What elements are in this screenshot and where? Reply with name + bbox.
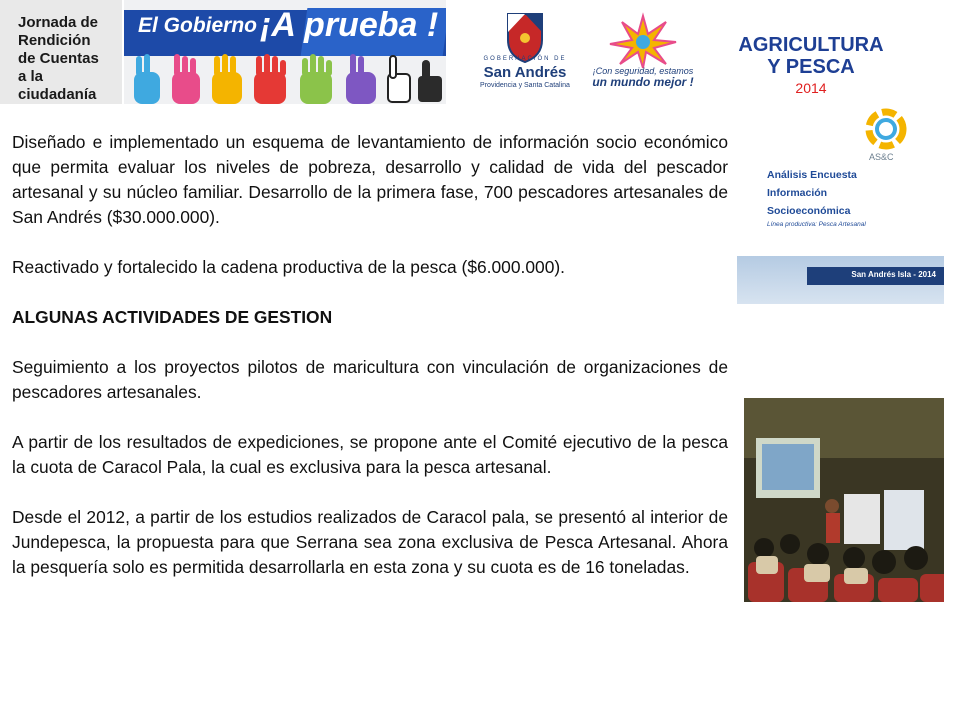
section-heading: ALGUNAS ACTIVIDADES DE GESTION <box>12 307 333 327</box>
hand-icon <box>212 54 242 104</box>
report-footer-bar <box>807 267 944 285</box>
section-title-line: AGRICULTURA <box>738 34 884 56</box>
event-title-line: Jornada de <box>18 14 99 31</box>
asc-logo-text: AS&C <box>869 152 894 162</box>
banner-slogan: ¡A prueba ! <box>260 6 439 44</box>
audience-photo-illustration <box>744 398 944 602</box>
hand-icon <box>134 54 160 104</box>
gobierno-a-prueba-banner <box>124 0 446 104</box>
hand-icon <box>300 54 332 104</box>
hands-illustration <box>124 54 446 104</box>
paragraph: Seguimiento a los proyectos pilotos de maricultura con vinculación de organizaciones de pescadores artesanales. <box>12 357 728 402</box>
event-title-line: Rendición <box>18 32 91 49</box>
hand-icon <box>346 54 376 104</box>
governorate-subtitle: Providencia y Santa Catalina <box>480 82 570 89</box>
slogan-line: un mundo mejor ! <box>592 75 694 89</box>
paragraph: Reactivado y fortalecido la cadena productiva de la pesca ($6.000.000). <box>12 257 565 277</box>
event-title-line: de Cuentas <box>18 50 99 67</box>
mundo-mejor-logo-icon <box>588 8 698 104</box>
event-title-line: a la ciudadanía <box>18 68 97 103</box>
report-title-line: Información <box>767 187 828 199</box>
mundo-mejor-slogan <box>588 66 698 88</box>
banner-title: El Gobierno <box>138 14 258 37</box>
report-subtitle: Línea productiva: Pesca Artesanal <box>767 221 866 228</box>
hand-icon <box>254 54 286 104</box>
report-title <box>767 166 866 230</box>
governorate-name: San Andrés <box>483 64 567 81</box>
section-title-line: Y PESCA <box>767 56 855 78</box>
paragraph: Desde el 2012, a partir de los estudios realizados de Caracol pala, se presentó al interior de Jundepesca, la propuesta para que Serrana sea zona exclusiva de Pesca Artesanal. Ahora la pesquería solo es permitida desarrollarla en esta zona y su cuota es de 16 toneladas. <box>12 507 728 577</box>
event-title <box>18 14 122 104</box>
paragraph: Diseñado e implementado un esquema de levantamiento de información socio económico que permita evaluar los niveles de pobreza, desarrollo y calidad de vida del pescador artesanal y su núcleo familiar. Desarrollo de la primera fase, 700 pescadores artesanales de San Andrés ($30.000.000). <box>12 132 728 227</box>
event-photo <box>744 398 944 602</box>
pointer-hand-icon <box>388 56 410 102</box>
slogan-line: ¡Con seguridad, estamos <box>592 66 694 76</box>
hand-icon <box>172 54 200 104</box>
section-title <box>706 34 916 78</box>
paragraph: A partir de los resultados de expediciones, se propone ante el Comité ejecutivo de la pesca la cuota de Caracol Pala, la cual es exclusiva para la pesca artesanal. <box>12 432 728 477</box>
event-title-panel <box>0 0 122 104</box>
main-content <box>12 130 728 605</box>
thumbs-up-icon <box>418 60 442 102</box>
report-title-line: Análisis Encuesta <box>767 169 857 181</box>
report-footer-text: San Andrés Isla - 2014 <box>851 270 936 279</box>
section-year: 2014 <box>795 80 827 96</box>
asc-logo-icon <box>865 108 907 150</box>
survey-report-cover <box>737 104 944 304</box>
report-title-line: Socioeconómica <box>767 205 851 217</box>
governorate-caption: GOBERNACIÓN DE <box>483 56 567 62</box>
